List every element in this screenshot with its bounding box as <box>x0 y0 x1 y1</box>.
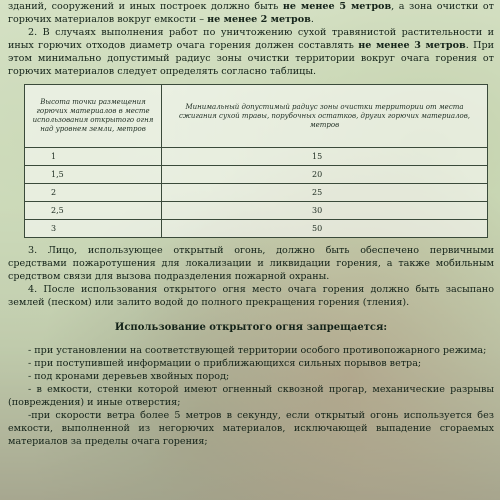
paragraph-3: 3. Лицо, использующее открытый огонь, должно быть обеспечено первичными средствами пожаротушения для локализации и ликвидации горения, а также мобильным средством связи для вызова подразделения пожарной охраны. <box>8 245 494 282</box>
cell-height: 2 <box>25 184 162 202</box>
list-item: -при скорости ветра более 5 метров в секунду, если открытый огонь используется без емкости, выполненной из негорючих материалов, исключающей выпадение сгораемых материалов за пределы очага горения; <box>8 410 494 447</box>
cell-radius: 25 <box>162 184 488 202</box>
table-row <box>25 148 488 166</box>
table-row <box>25 184 488 202</box>
text: . <box>310 14 314 25</box>
paragraph-4: 4. После использования открытого огня место очага горения должно быть засыпано землей (песком) или залито водой до полного прекращения горения (тления). <box>8 284 494 308</box>
cell-height: 1,5 <box>25 166 162 184</box>
list-item: - под кронами деревьев хвойных пород; <box>28 371 230 382</box>
cell-radius: 30 <box>162 202 488 220</box>
header-height: Высота точки размещения горючих материалов в месте использования открытого огня над уровнем земли, метров <box>25 85 162 148</box>
cell-height: 3 <box>25 220 162 238</box>
bold-text: не менее 3 метров <box>358 40 466 51</box>
section-title: Использование открытого огня запрещается: <box>114 322 388 333</box>
table-row <box>25 220 488 238</box>
document-page <box>8 0 494 448</box>
table-row <box>25 166 488 184</box>
cell-radius: 15 <box>162 148 488 166</box>
text: . При этом минимально допустимый радиус зоны очистки территории вокруг очага горения от горючих материалов следует определять согласно таблицы. <box>8 40 494 77</box>
bold-text: не менее 5 метров <box>282 1 392 12</box>
text: зданий, сооружений и иных построек должно быть <box>8 1 283 12</box>
cell-radius: 50 <box>162 220 488 238</box>
paragraph-2 <box>8 26 494 78</box>
list-item: - при установлении на соответствующей территории особого противопожарного режима; <box>28 345 487 356</box>
bold-text: не менее 2 метров <box>207 14 311 25</box>
table-row <box>25 202 488 220</box>
list-item: - при поступившей информации о приближающихся сильных порывов ветра; <box>28 358 422 369</box>
cell-height: 1 <box>25 148 162 166</box>
text: 2. В случаях выполнения работ по уничтожению сухой травянистой растительности и иных горючих отходов диаметр очага горения должен составлять <box>8 27 494 51</box>
clearance-radius-table <box>24 84 488 238</box>
text: , а зона очистки от горючих материалов вокруг емкости – <box>8 1 494 25</box>
header-radius: Минимальный допустимый радиус зоны очистки территории от места сжигания сухой травы, порубочных остатков, других горючих материалов, метров <box>162 85 488 148</box>
paragraph-1-continuation <box>8 0 494 26</box>
list-item: - в емкости, стенки которой имеют огненный сквозной прогар, механические разрывы (повреждения) и иные отверстия; <box>8 384 494 408</box>
cell-radius: 20 <box>162 166 488 184</box>
table-header-row <box>25 85 488 148</box>
cell-height: 2,5 <box>25 202 162 220</box>
